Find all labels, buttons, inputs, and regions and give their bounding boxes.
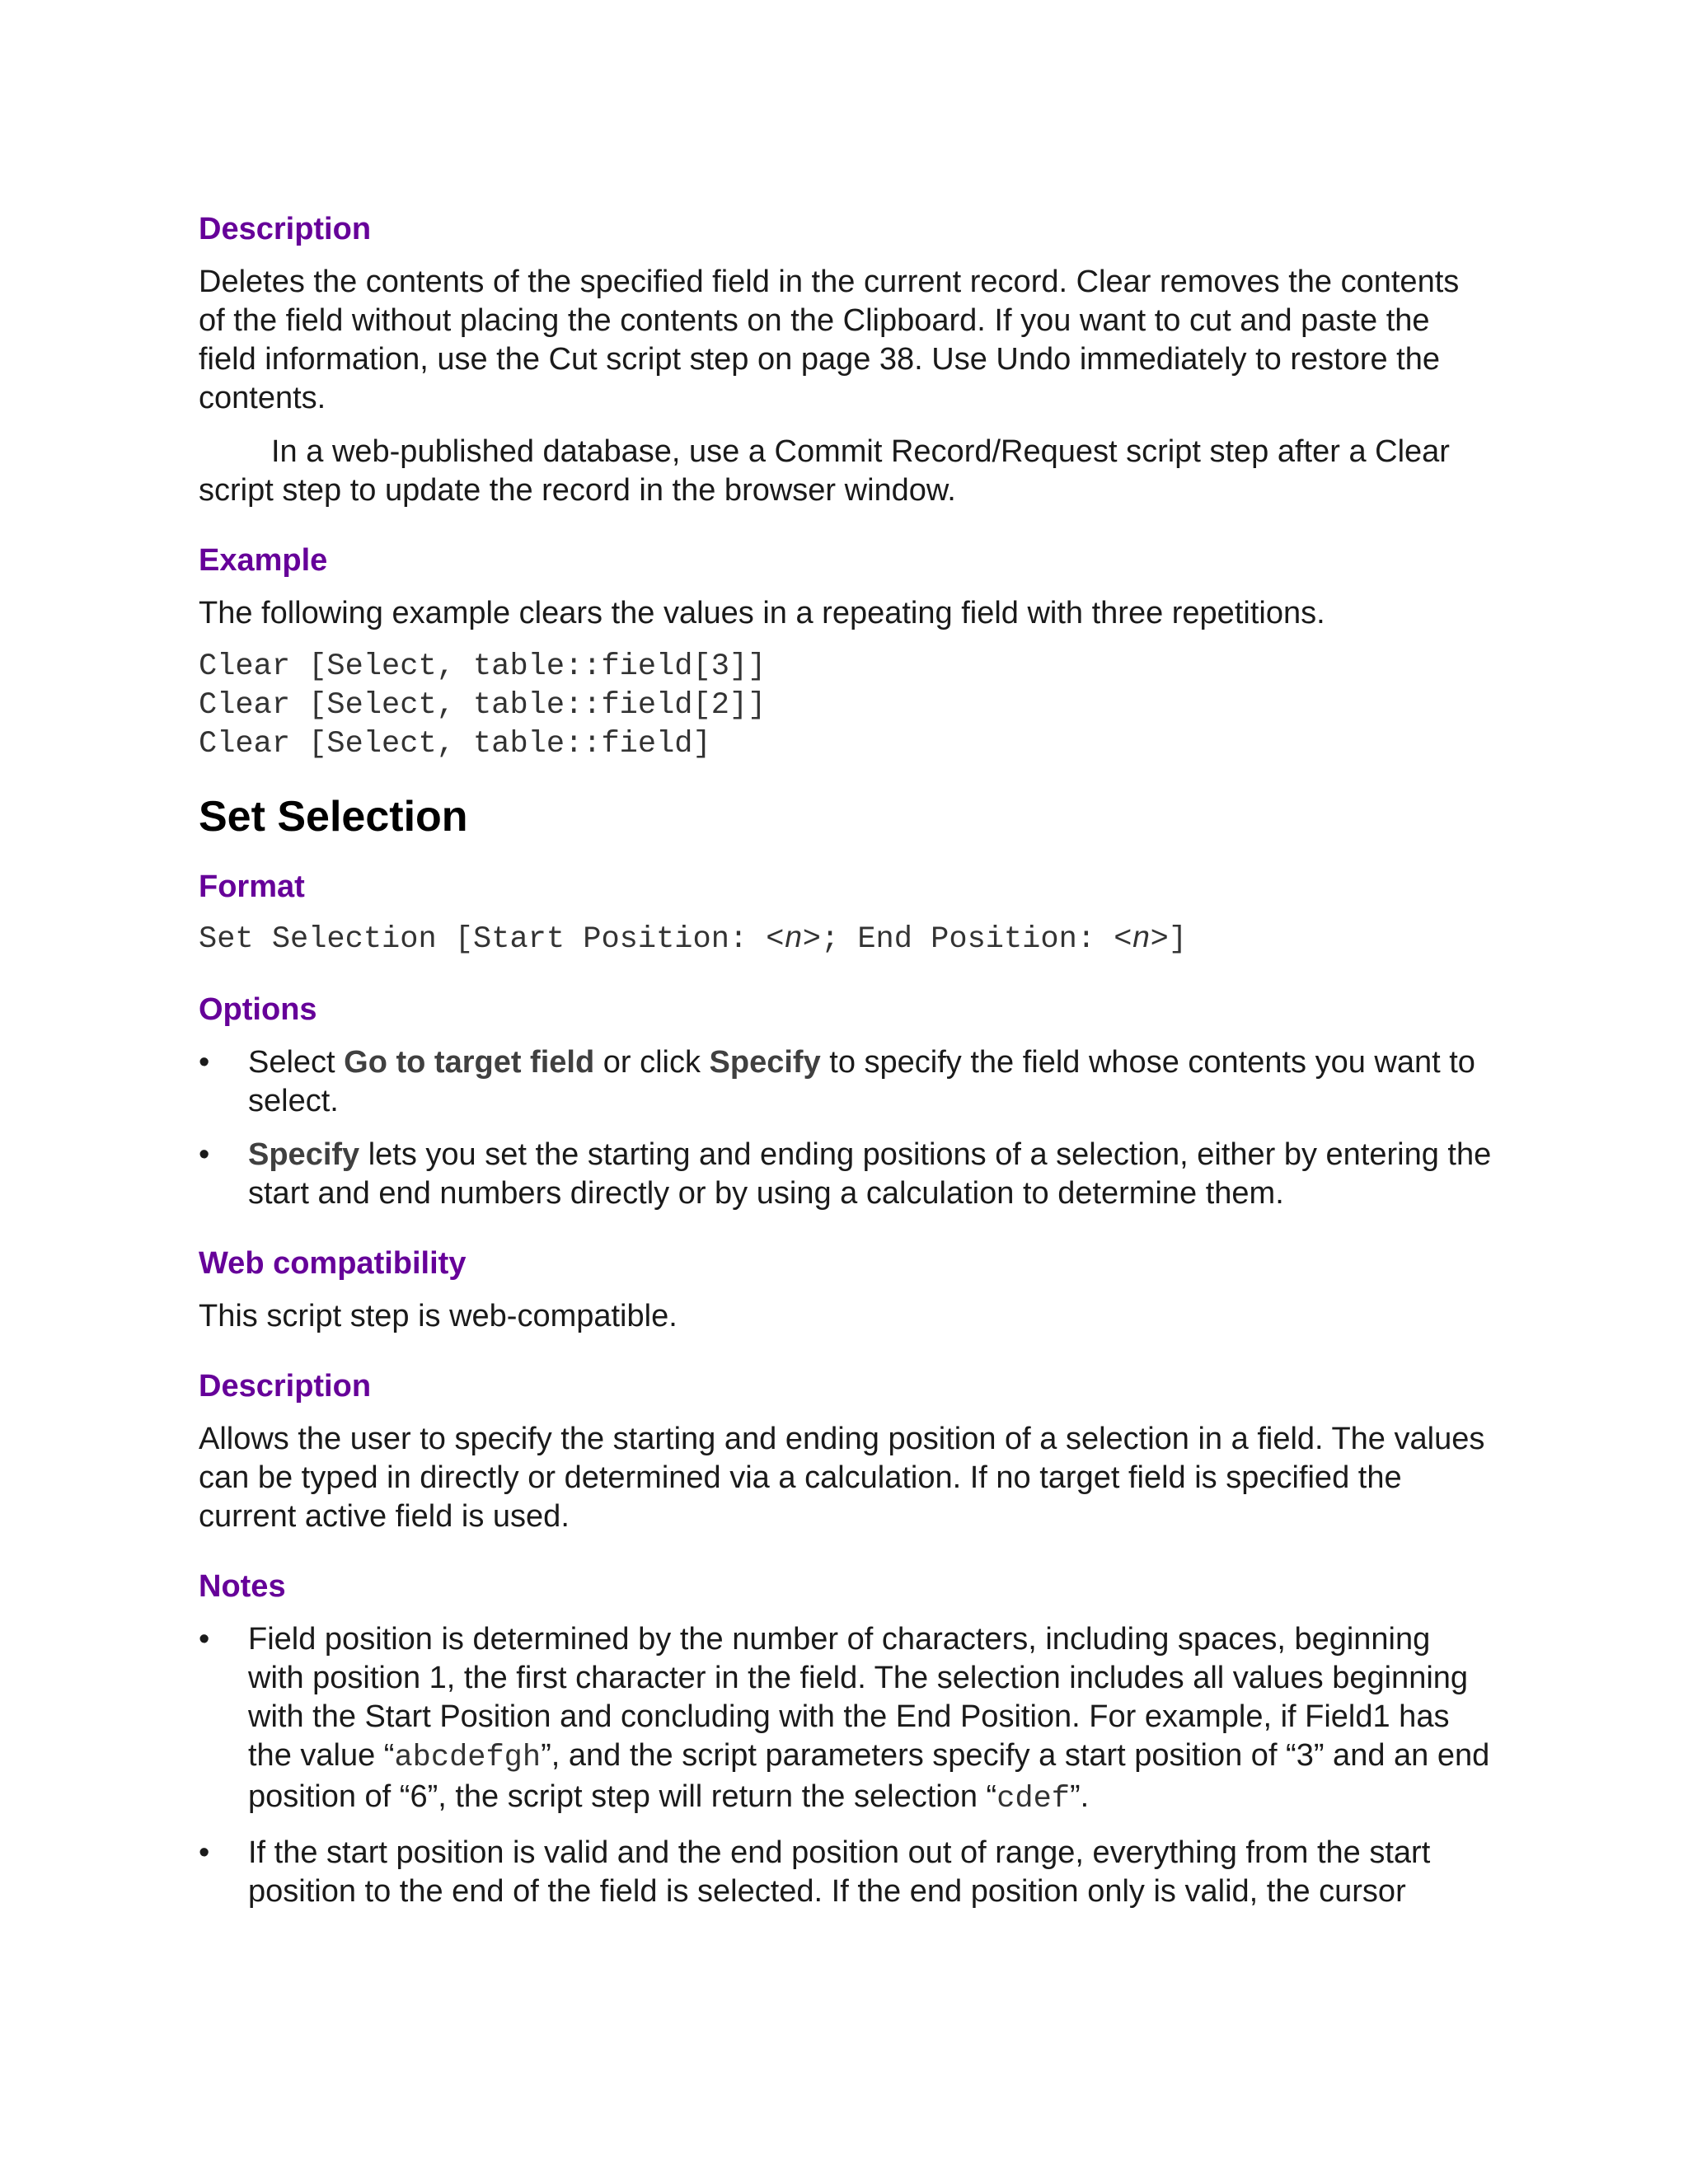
spacer — [199, 1819, 1493, 1834]
spacer — [199, 1405, 1493, 1420]
bullet-icon: • — [199, 1622, 210, 1657]
section-heading-example: Example — [199, 543, 328, 578]
option-text: or click — [594, 1045, 710, 1080]
spacer — [199, 579, 1493, 594]
document-page — [199, 210, 1493, 1911]
code-line: Clear [Select, table::field[2]] — [199, 688, 767, 723]
option-text: Select — [248, 1045, 345, 1080]
spacer — [199, 1536, 1493, 1568]
web-compatibility-text: This script step is web-compatible. — [199, 1299, 678, 1333]
option-text: to specify the field whose contents you want to select. — [248, 1045, 1475, 1118]
list-item — [199, 1834, 1493, 1911]
note-text: Field position is determined by the number of characters, including spaces, beginning with position 1, the first character in the field. The selection includes all values beginning with the Start Position and concluding with the End Position. For example, if Field1 has the value “ — [248, 1622, 1469, 1773]
list-item — [199, 1136, 1493, 1213]
note-code-value: cdef — [996, 1782, 1071, 1816]
format-code-part: Set Selection [Start Position: < — [199, 922, 785, 957]
spacer — [199, 959, 1493, 991]
spacer — [199, 1605, 1493, 1620]
format-code-param: n — [784, 922, 803, 957]
format-code-param: n — [1132, 922, 1151, 957]
description-paragraph: Deletes the contents of the specified field in the current record. Clear removes the contents of the field without placing the contents on the Clipboard. If you want to cut and paste the field information, use the Cut script step on page 38. Use Undo immediately to restore the contents. — [199, 265, 1460, 415]
section-heading-format: Format — [199, 869, 305, 904]
section-heading-notes: Notes — [199, 1569, 286, 1604]
section-heading-web-compatibility: Web compatibility — [199, 1246, 467, 1281]
note-text: If the start position is valid and the end position out of range, everything from the start position to the end of the field is selected. If the end position only is valid, the cursor — [248, 1835, 1431, 1909]
example-code-block — [199, 648, 1493, 764]
note-text: ”. — [1070, 1779, 1090, 1814]
spacer — [199, 248, 1493, 263]
options-list — [199, 1043, 1493, 1213]
code-line: Clear [Select, table::field] — [199, 727, 711, 762]
bullet-icon: • — [199, 1137, 210, 1172]
format-code-part: >] — [1150, 922, 1188, 957]
spacer — [199, 906, 1493, 921]
list-item — [199, 1043, 1493, 1121]
note-text: ”, and the script parameters specify a start position of “3” and an end position of “6”, the script step will return the selection “ — [248, 1738, 1490, 1814]
web-note-paragraph: In a web-published database, use a Commit Record/Request script step after a Clear script step to update the record in the browser window. — [199, 434, 1450, 508]
spacer — [199, 1336, 1493, 1367]
spacer — [199, 1282, 1493, 1297]
spacer — [199, 764, 1493, 792]
spacer — [199, 841, 1493, 868]
note-code-value: abcdefgh — [394, 1741, 542, 1775]
spacer — [199, 1121, 1493, 1136]
set-selection-description: Allows the user to specify the starting and ending position of a selection in a field. The values can be typed in directly or determined via a calculation. If no target field is specified the current active field is used. — [199, 1422, 1485, 1534]
bullet-icon: • — [199, 1045, 210, 1080]
notes-list — [199, 1620, 1493, 1911]
section-heading-description: Description — [199, 212, 372, 246]
option-bold-text: Specify — [709, 1045, 821, 1080]
section-heading-description-2: Description — [199, 1369, 372, 1404]
code-line: Clear [Select, table::field[3]] — [199, 649, 767, 684]
option-bold-text: Go to target field — [344, 1045, 595, 1080]
spacer — [199, 1213, 1493, 1244]
example-paragraph: The following example clears the values in a repeating field with three repetitions. — [199, 596, 1325, 630]
list-item — [199, 1620, 1493, 1819]
bullet-icon: • — [199, 1835, 210, 1870]
section-heading-options: Options — [199, 992, 317, 1027]
spacer — [199, 1029, 1493, 1043]
spacer — [199, 418, 1493, 433]
format-code-part: >; End Position: < — [802, 922, 1132, 957]
option-bold-text: Specify — [248, 1137, 360, 1172]
spacer — [199, 510, 1493, 541]
format-code — [199, 921, 1493, 959]
spacer — [199, 633, 1493, 648]
option-text: lets you set the starting and ending positions of a selection, either by entering the start and end numbers directly or by using a calculation to determine them. — [248, 1137, 1492, 1211]
page-title-set-selection: Set Selection — [199, 793, 468, 841]
